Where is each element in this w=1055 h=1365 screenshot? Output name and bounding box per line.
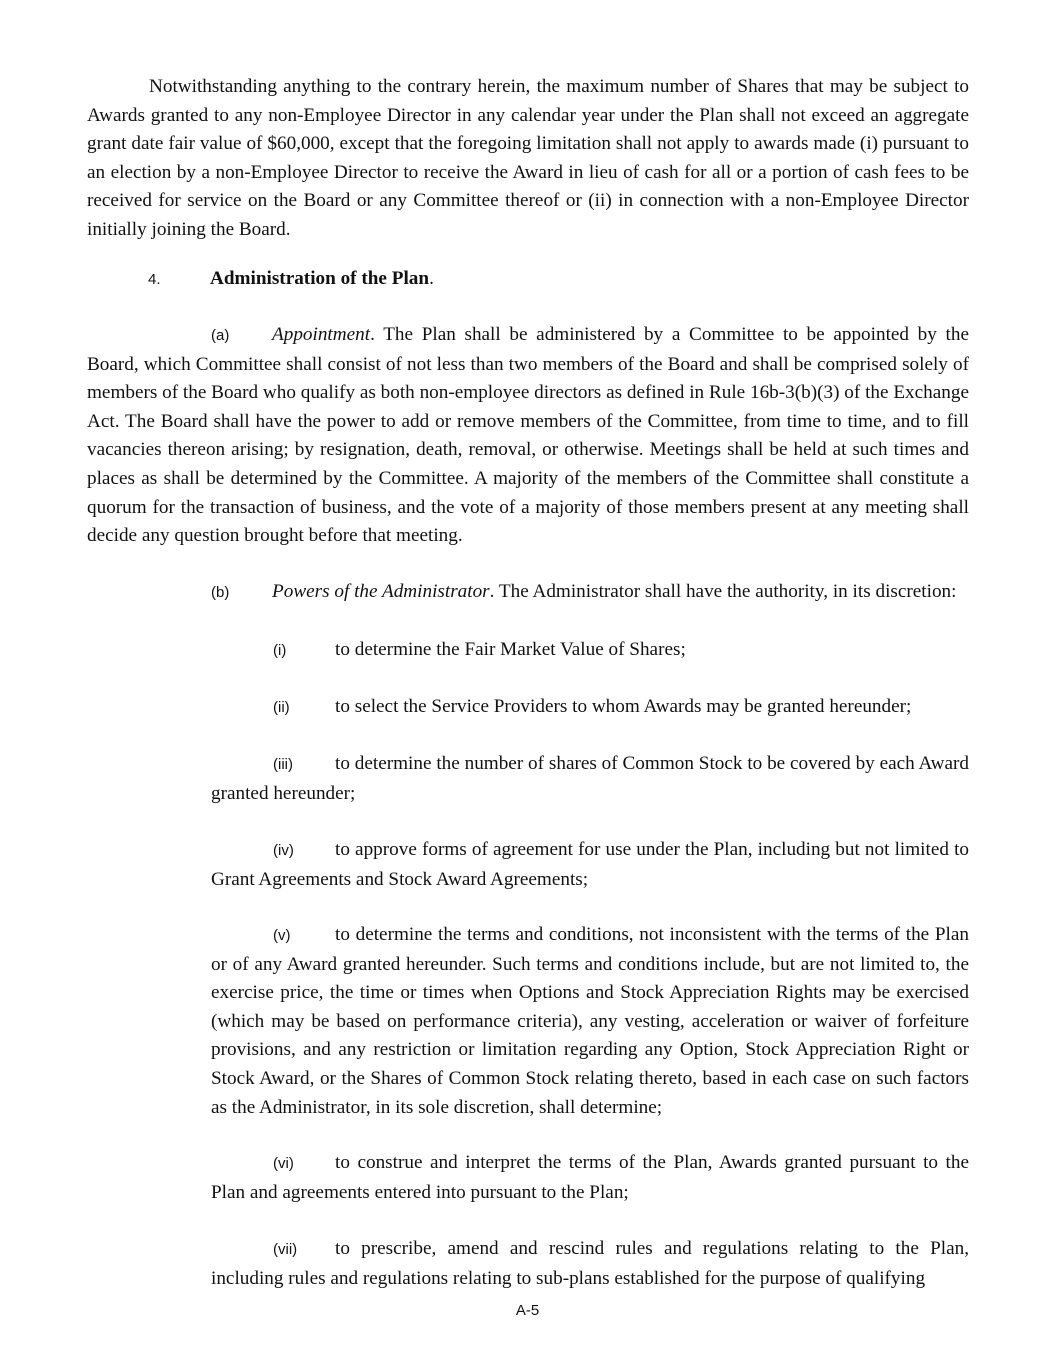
list-item-text: to prescribe, amend and rescind rules and regulations relating to the Plan, including rules and regulations relating to sub-plans established for the purpose of qualifying [211,1238,969,1289]
list-item-label: (iii) [273,756,293,773]
subsection-b-text: The Administrator shall have the authority, in its discretion: [494,581,957,602]
list-item-label: (vi) [273,1155,294,1172]
subsection-b [87,578,969,608]
list-item-text: to determine the terms and conditions, not inconsistent with the terms of the Plan or of any Award granted hereunder. Such terms and conditions include, but are not limited to, the exercise price, the time or times when Options and Stock Appreciation Rights may be exercised (which may be based on performance criteria), any vesting, acceleration or waiver of forfeiture provisions, and any restriction or limitation regarding any Option, Stock Appreciation Right or Stock Award, or the Shares of Common Stock relating thereto, based in each case on such factors as the Administrator, in its sole discretion, shall determine; [211,924,969,1118]
list-item-text: to construe and interpret the terms of the Plan, Awards granted pursuant to the Plan and agreements entered into pursuant to the Plan; [211,1152,969,1203]
list-item-label: (ii) [273,699,290,716]
subsection-b-title-suffix: . [489,581,495,602]
list-item-label: (vii) [273,1241,298,1258]
page-number: A-5 [515,1302,540,1319]
list-item [211,636,969,666]
list-item [211,693,969,723]
section-number: 4. [148,271,161,288]
subsection-a-title: Appointment [272,324,371,345]
section-heading [148,265,434,294]
list-item [211,921,969,1122]
subsection-b-title: Powers of the Administrator [272,581,490,602]
subsection-a-label: (a) [211,327,230,344]
list-item-label: (i) [273,642,287,659]
subsection-a [87,321,969,551]
intro-paragraph [87,73,969,245]
list-item [211,1149,969,1207]
list-item-text: to determine the Fair Market Value of Shares; [335,639,686,660]
list-item-label: (iv) [273,842,294,859]
section-title-suffix: . [429,268,434,289]
list-item [211,836,969,894]
subsection-b-label: (b) [211,584,230,601]
subsection-a-text: The Plan shall be administered by a Committee to be appointed by the Board, which Committee shall consist of not less than two members of the Board and shall be comprised solely of members of the Board who qualify as both non-employee directors as defined in Rule 16b-3(b)(3) of the Exchange Act. The Board shall have the power to add or remove members of the Committee, from time to time, and to fill vacancies thereon arising; by resignation, death, removal, or otherwise. Meetings shall be held at such times and places as shall be determined by the Committee. A majority of the members of the Committee shall constitute a quorum for the transaction of business, and the vote of a majority of those members present at any meeting shall decide any question brought before that meeting. [87,324,969,547]
list-item [211,750,969,808]
list-item-text: to approve forms of agreement for use under the Plan, including but not limited to Grant Agreements and Stock Award Agreements; [211,839,969,890]
section-title: Administration of the Plan [210,268,430,289]
intro-paragraph-text: Notwithstanding anything to the contrary herein, the maximum number of Shares that may be subject to Awards granted to any non-Employee Director in any calendar year under the Plan shall not exceed an aggregate grant date fair value of $60,000, except that the foregoing limitation shall not apply to awards made (i) pursuant to an election by a non-Employee Director to receive the Award in lieu of cash for all or a portion of cash fees to be received for service on the Board or any Committee thereof or (ii) in connection with a non-Employee Director initially joining the Board. [87,76,969,240]
list-item-label: (v) [273,927,291,944]
list-item-text: to select the Service Providers to whom Awards may be granted hereunder; [335,696,912,717]
list-item [211,1235,969,1293]
subsection-a-title-suffix: . [370,324,375,345]
list-item-text: to determine the number of shares of Common Stock to be covered by each Award granted hereunder; [211,753,969,804]
